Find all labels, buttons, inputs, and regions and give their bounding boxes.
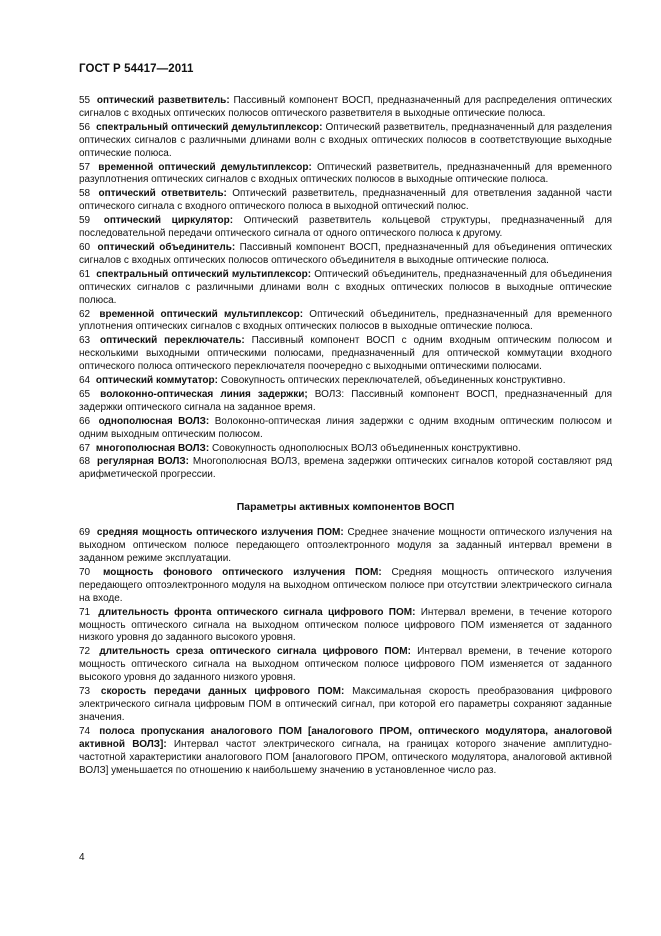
term-name: полоса пропускания аналогового ПОМ [аналогового ПРОМ, оптического модулятора, аналоговой активной ВОЛЗ]:	[79, 725, 612, 750]
term-entry	[79, 188, 612, 214]
term-name: мощность фонового оптического излучения ПОМ:	[102, 566, 382, 578]
term-name: длительность фронта оптического сигнала цифрового ПОМ:	[98, 606, 416, 618]
term-number: 62	[79, 308, 91, 320]
section-title: Параметры активных компонентов ВОСП	[236, 501, 455, 514]
term-entry	[79, 607, 612, 646]
document-header: ГОСТ Р 54417—2011	[79, 63, 194, 75]
term-definition: Интервал времени, в течение которого мощность оптического сигнала на выходном оптическом полюсе цифрового ПОМ изменяется от заданного низкого уровня до заданного высокого уровня.	[79, 606, 612, 644]
term-entry	[79, 416, 612, 442]
term-definition: Интервал частот электрического сигнала, на границах которого значение амплитудно-частотной характеристики аналогового ПОМ [аналогового ПРОМ, оптического модулятора, аналоговой активной ВОЛЗ] уменьшается по отношению к наибольшему значению в установленное число раз.	[79, 738, 613, 776]
term-name: однополюсная ВОЛЗ:	[98, 415, 210, 427]
term-name: длительность среза оптического сигнала цифрового ПОМ:	[99, 646, 411, 658]
term-entry	[79, 686, 612, 725]
term-name: оптический ответвитель:	[98, 188, 227, 200]
term-entry	[79, 95, 612, 121]
term-entry	[79, 443, 612, 456]
term-list-passive	[79, 95, 612, 482]
term-name: волоконно-оптическая линия задержки;	[100, 388, 308, 400]
term-number: 72	[79, 646, 91, 658]
term-number: 55	[79, 95, 91, 106]
term-entry	[79, 456, 612, 482]
term-number: 73	[79, 686, 91, 698]
term-entry	[79, 215, 612, 241]
document-body	[79, 95, 612, 778]
term-name: спектральный оптический демультиплексор:	[96, 121, 323, 133]
term-name: многополюсная ВОЛЗ:	[95, 442, 210, 454]
term-entry	[79, 726, 612, 778]
term-definition: Оптический объединитель, предназначенный для объединения оптических сигналов с различными длинами волн с входных оптических полюсов в выходные оптические полюса.	[79, 268, 613, 306]
term-name: оптический коммутатор:	[95, 375, 218, 387]
term-definition: Оптический разветвитель кольцевой структуры, предназначенный для последовательной передачи оптического сигнала от одного оптического полюса к другому.	[79, 215, 613, 240]
term-entry	[79, 269, 612, 308]
term-number: 69	[79, 527, 91, 539]
term-definition: Пассивный компонент ВОСП, предназначенный для распределения оптических сигналов с входных оптических полюсов оптического разветвителя в выходные оптические полюса.	[79, 95, 612, 119]
term-number: 59	[79, 215, 91, 227]
term-name: оптический циркулятор:	[103, 215, 234, 227]
term-number: 63	[79, 335, 91, 347]
term-definition: Интервал времени, в течение которого мощность оптического сигнала на выходном оптическом полюсе цифрового ПОМ изменяется от заданного высокого уровня до заданного низкого уровня.	[79, 646, 612, 684]
term-number: 58	[79, 188, 91, 200]
term-number: 57	[79, 161, 91, 173]
term-list-active	[79, 527, 612, 777]
term-definition: Пассивный компонент ВОСП с одним входным оптическим полюсом и несколькими выходными оптическими полюсами, предназначенный для оптической коммутации входного оптического полюса оптического переключателя поочередно с выходными оптическими полюсами.	[79, 335, 613, 373]
term-number: 74	[79, 725, 91, 737]
term-definition: Совокупность однополюсных ВОЛЗ объединенных конструктивно.	[211, 442, 521, 454]
term-definition: Многополюсная ВОЛЗ, времена задержки оптических сигналов которой составляют ряд арифметической прогрессии.	[79, 456, 613, 481]
term-definition: Оптический разветвитель, предназначенный для ответвления заданной части оптического сигнала с входного оптического полюса в выходной оптический полюс.	[79, 188, 612, 213]
term-name: оптический объединитель:	[97, 241, 236, 253]
term-definition: Пассивный компонент ВОСП, предназначенный для объединения оптических сигналов с входных оптических полюсов оптического объединителя в выходные оптические полюса.	[79, 241, 613, 266]
term-entry	[79, 309, 612, 335]
term-entry	[79, 646, 612, 685]
term-number: 68	[79, 456, 91, 468]
term-name: средняя мощность оптического излучения ПОМ:	[96, 527, 344, 539]
term-definition: Оптический разветвитель, предназначенный для временного разуплотнения оптических сигналов с входных оптических полюсов в выходные оптические полюса.	[79, 161, 612, 186]
term-name: временной оптический мультиплексор:	[99, 308, 304, 320]
term-entry	[79, 242, 612, 268]
term-entry	[79, 527, 612, 566]
term-name: скорость передачи данных цифрового ПОМ:	[100, 686, 345, 698]
term-number: 71	[79, 606, 91, 618]
page-number: 4	[79, 852, 85, 863]
term-name: спектральный оптический мультиплексор:	[96, 268, 312, 280]
term-number: 64	[79, 375, 91, 387]
term-entry	[79, 567, 612, 606]
term-number: 65	[79, 388, 91, 400]
term-entry	[79, 335, 612, 374]
term-number: 66	[79, 415, 91, 427]
term-number: 56	[79, 121, 91, 133]
term-definition: Оптический объединитель, предназначенный для временного уплотнения оптических сигналов с входных оптических полюсов в выходные оптические полюса.	[79, 308, 613, 333]
term-number: 67	[79, 442, 91, 454]
term-definition: Совокупность оптических переключателей, объединенных конструктивно.	[220, 375, 566, 387]
term-entry	[79, 375, 612, 388]
term-name: оптический разветвитель:	[96, 95, 230, 106]
term-definition: Максимальная скорость преобразования цифрового электрического сигнала цифровым ПОМ в оптический сигнал, при которой его параметры сохраняют заданные значения.	[79, 686, 613, 723]
term-definition: Волоконно-оптическая линия задержки с одним входным оптическим полюсом и одним выходным оптическим полюсом.	[79, 415, 613, 440]
term-entry	[79, 389, 612, 415]
term-definition: Среднее значение мощности оптического излучения на выходном оптическом полюсе передающего оптоэлектронного модуля за заданный интервал времени в заданном режиме эксплуатации.	[79, 527, 613, 564]
term-definition: Оптический разветвитель, предназначенный для разделения оптических сигналов с различными длинами волн с входных оптических полюсов в соответствующие выходные оптические полюса.	[79, 121, 612, 159]
term-name: оптический переключатель:	[99, 335, 245, 347]
term-name: временной оптический демультиплексор:	[98, 161, 312, 173]
term-definition: Средняя мощность оптического излучения передающего оптоэлектронного модуля на выходном оптическом полюсе при отсутствии электрического сигнала на входе.	[79, 566, 613, 604]
term-definition: ВОЛЗ: Пассивный компонент ВОСП, предназначенный для задержки оптического сигнала на заданное время.	[79, 388, 612, 413]
term-number: 60	[79, 241, 91, 253]
term-number: 61	[79, 268, 91, 280]
term-name: регулярная ВОЛЗ:	[97, 456, 189, 468]
term-entry	[79, 122, 612, 161]
term-number: 70	[79, 566, 91, 578]
term-entry	[79, 162, 612, 188]
